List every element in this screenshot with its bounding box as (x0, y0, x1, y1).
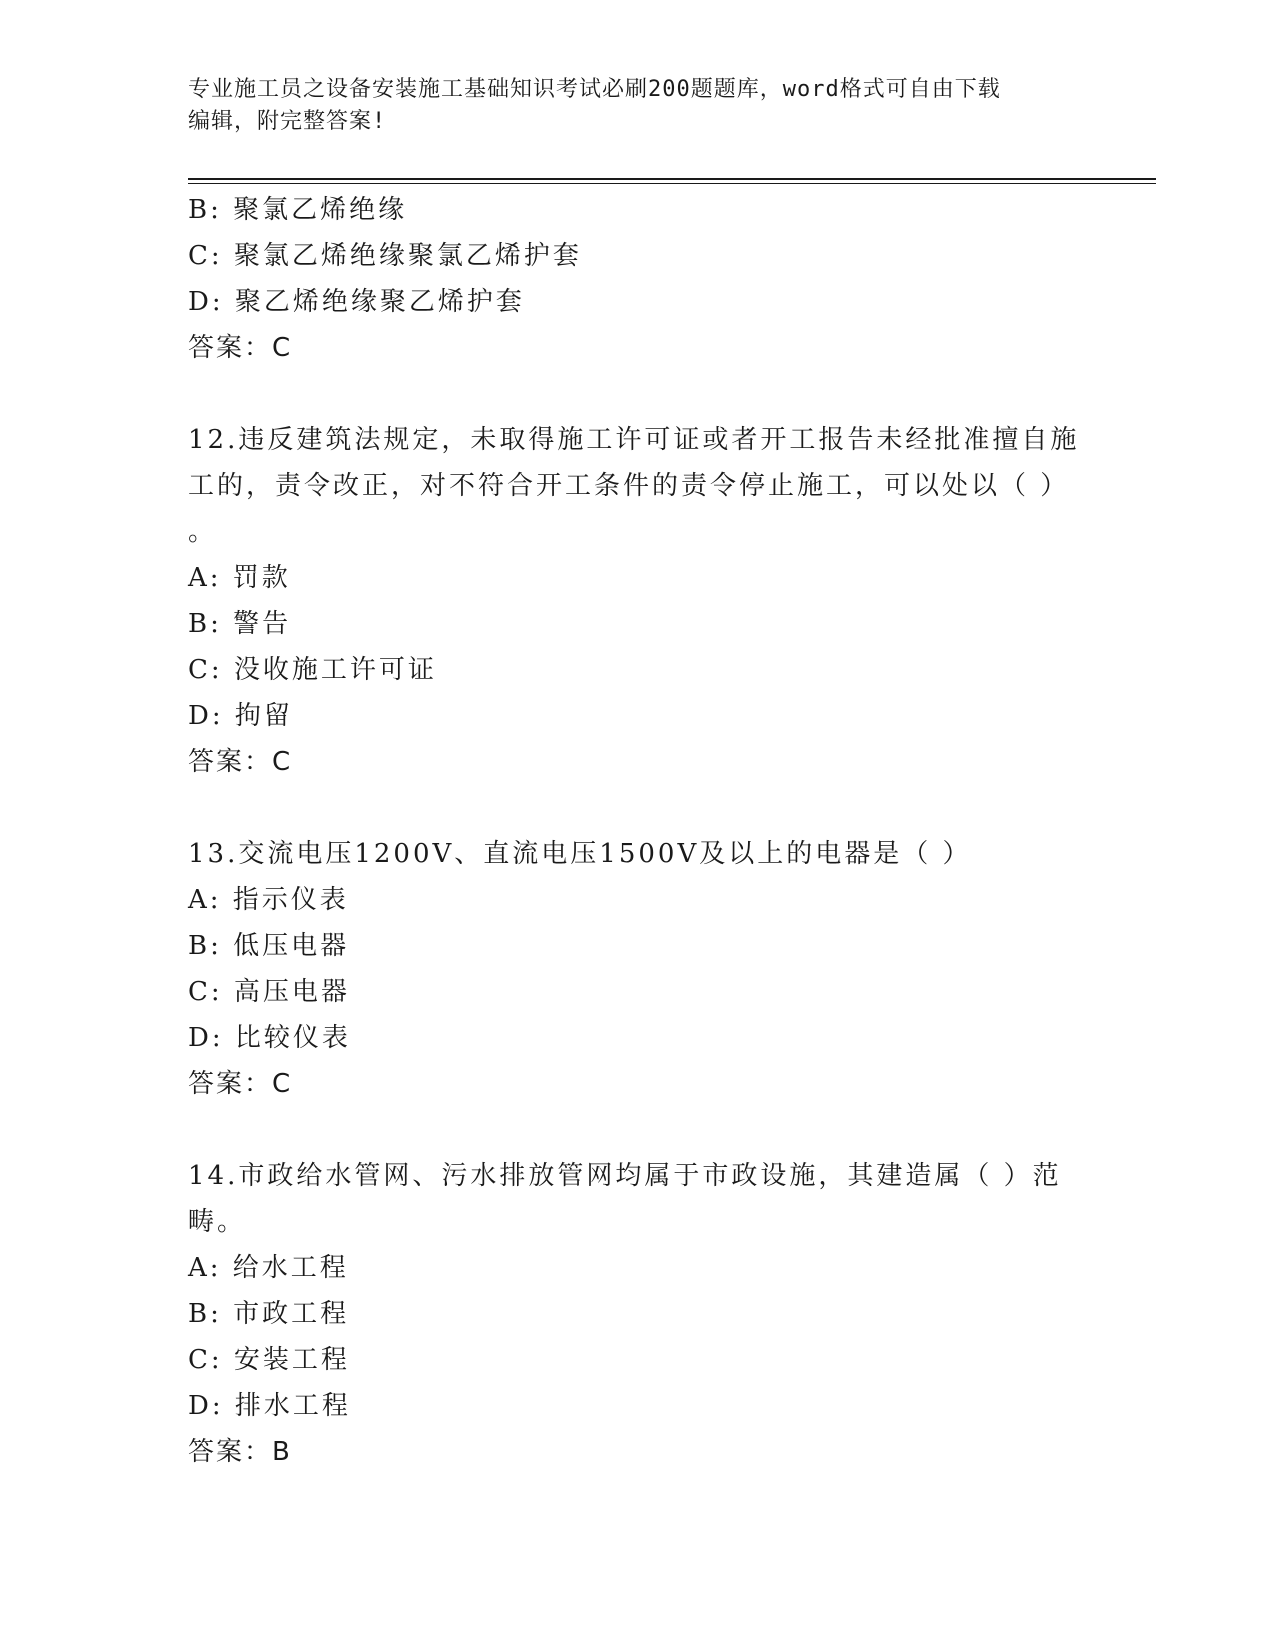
answer-line: 答案：C (188, 333, 293, 363)
question-text-line: 13.交流电压1200V、直流电压1500V及以上的电器是（ ） (188, 839, 972, 869)
header-line-1: 专业施工员之设备安装施工基础知识考试必刷200题题库，word格式可自由下载 (188, 77, 1001, 102)
question-text-line: 工的，责令改正，对不符合开工条件的责令停止施工，可以处以（ ） (188, 471, 1070, 501)
option-a: A: 指示仪表 (188, 885, 349, 915)
question-text-line: 。 (188, 517, 218, 547)
option-c: C: 安装工程 (188, 1345, 350, 1375)
option-d: D: 聚乙烯绝缘聚乙烯护套 (188, 287, 525, 317)
question-text (188, 1153, 1088, 1245)
option-d: D: 拘留 (188, 701, 293, 731)
answer-line: 答案：B (188, 1437, 292, 1467)
option-c: C: 高压电器 (188, 977, 350, 1007)
question-11-tail (188, 187, 1088, 371)
question-13 (188, 831, 1088, 1107)
option-c: C: 没收施工许可证 (188, 655, 437, 685)
option-d: D: 排水工程 (188, 1391, 351, 1421)
header-line-2: 编辑，附完整答案! (188, 109, 387, 134)
document-header (188, 74, 1068, 138)
question-14 (188, 1153, 1088, 1475)
header-divider-thin (188, 183, 1156, 184)
question-text (188, 831, 1088, 877)
question-text-line: 14.市政给水管网、污水排放管网均属于市政设施，其建造属（ ）范 (188, 1161, 1062, 1191)
question-text-line: 畴。 (188, 1207, 247, 1237)
question-list (188, 187, 1088, 1475)
option-b: B: 警告 (188, 609, 292, 639)
option-b: B: 市政工程 (188, 1299, 350, 1329)
question-text (188, 417, 1088, 555)
question-text-line: 12.违反建筑法规定，未取得施工许可证或者开工报告未经批准擅自施 (188, 425, 1080, 455)
option-b: B: 低压电器 (188, 931, 350, 961)
option-d: D: 比较仪表 (188, 1023, 351, 1053)
option-b: B: 聚氯乙烯绝缘 (188, 195, 408, 225)
question-12 (188, 417, 1088, 785)
header-divider-thick (188, 178, 1156, 180)
answer-line: 答案：C (188, 1069, 293, 1099)
option-a: A: 给水工程 (188, 1253, 349, 1283)
option-c: C: 聚氯乙烯绝缘聚氯乙烯护套 (188, 241, 582, 271)
answer-line: 答案：C (188, 747, 293, 777)
option-a: A: 罚款 (188, 563, 291, 593)
